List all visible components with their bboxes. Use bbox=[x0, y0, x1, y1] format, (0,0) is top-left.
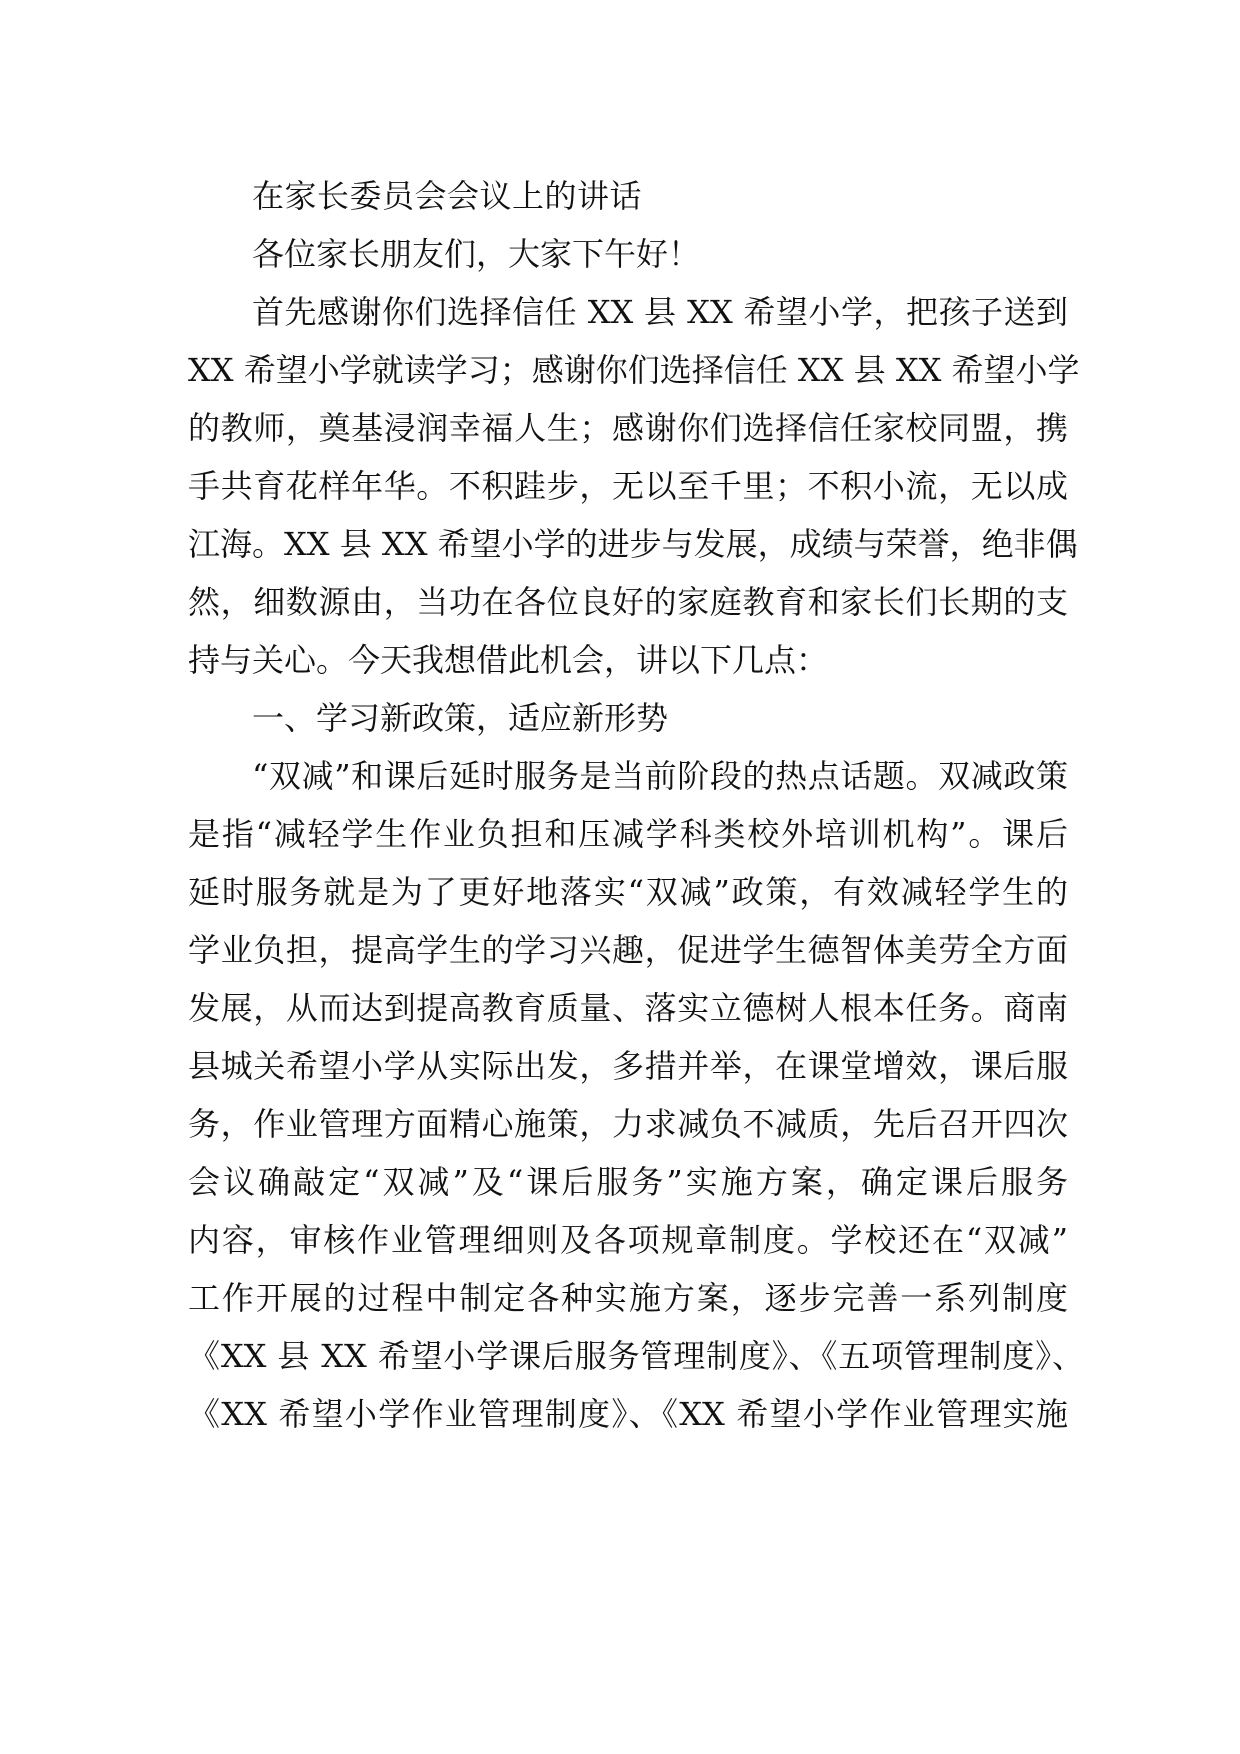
paragraph-line: 工作开展的过程中制定各种实施方案，逐步完善一系列制度 bbox=[188, 1279, 1068, 1317]
paragraph-line: 的教师，奠基浸润幸福人生；感谢你们选择信任家校同盟，携 bbox=[188, 409, 1068, 447]
paragraph-line: 会议确敲定“双减”及“课后服务”实施方案，确定课后服务 bbox=[188, 1163, 1068, 1201]
paragraph-greeting: 各位家长朋友们，大家下午好！ bbox=[252, 235, 701, 273]
paragraph-line: 延时服务就是为了更好地落实“双减”政策，有效减轻学生的 bbox=[188, 873, 1068, 911]
paragraph-line: 持与关心。今天我想借此机会，讲以下几点： bbox=[188, 641, 829, 679]
paragraph-line: 发展，从而达到提高教育质量、落实立德树人根本任务。商南 bbox=[188, 989, 1068, 1027]
paragraph-line: 然，细数源由，当功在各位良好的家庭教育和家长们长期的支 bbox=[188, 583, 1068, 621]
paragraph-line: 江海。XX 县 XX 希望小学的进步与发展，成绩与荣誉，绝非偶 bbox=[188, 525, 1078, 563]
paragraph-line: XX 希望小学就读学习；感谢你们选择信任 XX 县 XX 希望小学 bbox=[188, 351, 1080, 389]
paragraph-line: 务，作业管理方面精心施策，力求减负不减质，先后召开四次 bbox=[188, 1105, 1068, 1143]
paragraph-line: 学业负担，提高学生的学习兴趣，促进学生德智体美劳全方面 bbox=[188, 931, 1068, 969]
paragraph-line: 县城关希望小学从实际出发，多措并举，在课堂增效，课后服 bbox=[188, 1047, 1068, 1085]
paragraph-line: 《XX 县 XX 希望小学课后服务管理制度》、《五项管理制度》、 bbox=[188, 1337, 1084, 1375]
section-heading: 一、学习新政策，适应新形势 bbox=[252, 699, 669, 737]
paragraph-line: 内容，审核作业管理细则及各项规章制度。学校还在“双减” bbox=[188, 1221, 1068, 1259]
paragraph-line: 手共育花样年华。不积跬步，无以至千里；不积小流，无以成 bbox=[188, 467, 1068, 505]
document-title: 在家长委员会会议上的讲话 bbox=[252, 177, 643, 215]
paragraph-line: 是指“减轻学生作业负担和压减学科类校外培训机构”。课后 bbox=[188, 815, 1068, 853]
paragraph-line: “双减”和课后延时服务是当前阶段的热点话题。双减政策 bbox=[252, 757, 1068, 795]
paragraph-line: 首先感谢你们选择信任 XX 县 XX 希望小学，把孩子送到 bbox=[252, 293, 1068, 331]
paragraph-line: 《XX 希望小学作业管理制度》、《XX 希望小学作业管理实施 bbox=[188, 1395, 1068, 1433]
